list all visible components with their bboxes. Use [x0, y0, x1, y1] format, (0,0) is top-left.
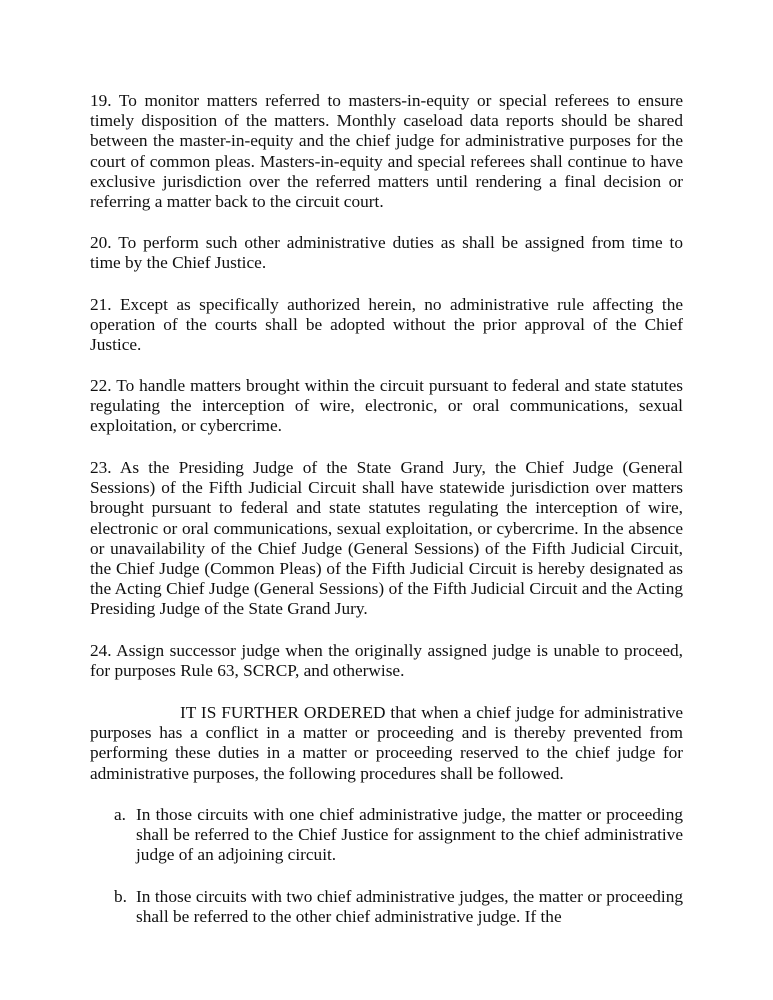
sub-item-marker: b.	[114, 887, 127, 906]
sub-item-a	[90, 805, 683, 866]
sub-item-marker: a.	[114, 805, 126, 824]
further-ordered-paragraph: IT IS FURTHER ORDERED that when a chief judge for administrative purposes has a conflict in a matter or proceeding and is thereby prevented from performing these duties in a matter or proceeding reserved to the chief judge for administrative purposes, the following procedures shall be followed.	[90, 703, 683, 783]
sub-item-text: In those circuits with two chief administrative judges, the matter or proceeding shall be referred to the other chief administrative judge. If the	[136, 887, 683, 927]
paragraph-20: 20. To perform such other administrative duties as shall be assigned from time to time by the Chief Justice.	[90, 233, 683, 273]
sub-item-text: In those circuits with one chief administrative judge, the matter or proceeding shall be referred to the Chief Justice for assignment to the chief administrative judge of an adjoining circuit.	[136, 805, 683, 865]
sub-item-b	[90, 887, 683, 927]
paragraph-21: 21. Except as specifically authorized herein, no administrative rule affecting the operation of the courts shall be adopted without the prior approval of the Chief Justice.	[90, 295, 683, 355]
paragraph-22: 22. To handle matters brought within the circuit pursuant to federal and state statutes regulating the interception of wire, electronic, or oral communications, sexual exploitation, or cybercrime.	[90, 376, 683, 436]
paragraph-23: 23. As the Presiding Judge of the State Grand Jury, the Chief Judge (General Sessions) of the Fifth Judicial Circuit shall have statewide jurisdiction over matters brought pursuant to federal and state statutes regulating the interception of wire, electronic or oral communications, sexual exploitation, or cybercrime. In the absence or unavailability of the Chief Judge (General Sessions) of the Fifth Judicial Circuit, the Chief Judge (Common Pleas) of the Fifth Judicial Circuit is hereby designated as the Acting Chief Judge (General Sessions) of the Fifth Judicial Circuit and the Acting Presiding Judge of the State Grand Jury.	[90, 458, 683, 619]
paragraph-19: 19. To monitor matters referred to masters-in-equity or special referees to ensure timely disposition of the matters. Monthly caseload data reports should be shared between the master-in-equity and the chief judge for administrative purposes for the court of common pleas. Masters-in-equity and special referees shall continue to have exclusive jurisdiction over the referred matters until rendering a final decision or referring a matter back to the circuit court.	[90, 91, 683, 212]
paragraph-24: 24. Assign successor judge when the originally assigned judge is unable to proceed, for purposes Rule 63, SCRCP, and otherwise.	[90, 641, 683, 681]
